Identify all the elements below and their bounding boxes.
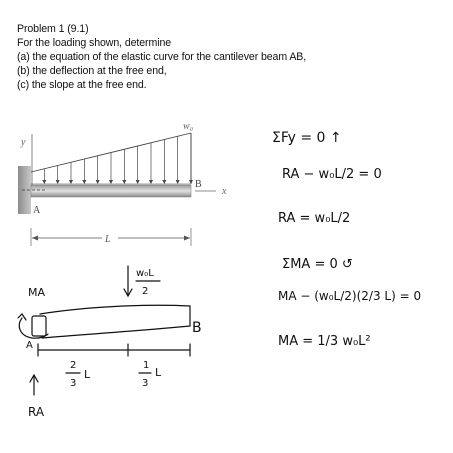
y-axis-label: y <box>21 137 26 148</box>
load-arrow-head <box>96 180 100 184</box>
load-arrow-head <box>42 180 46 184</box>
load-arrow-head <box>162 180 166 184</box>
load-label: w₀ <box>183 121 194 132</box>
problem-part-a: (a) the equation of the elastic curve for the cantilever beam AB, <box>17 51 307 63</box>
equation-3: RA = w₀L/2 <box>278 211 351 226</box>
load-arrow-head <box>69 180 73 184</box>
equation-1: ΣFy = 0 ↑ <box>272 130 342 146</box>
dist2-numerator: 1 <box>143 360 150 371</box>
resultant-load-denominator: 2 <box>142 286 149 297</box>
resultant-load-numerator: w₀L <box>136 268 154 279</box>
fbd-beam <box>40 305 190 338</box>
fbd-point-a-label: A <box>26 340 33 351</box>
moment-arrowhead <box>18 314 26 320</box>
load-arrow-head <box>189 180 193 184</box>
fbd-point-b-label: B <box>192 320 202 336</box>
dist1-numerator: 2 <box>70 360 77 371</box>
point-a-label: A <box>33 205 41 216</box>
load-arrows <box>42 133 193 184</box>
moment-label: MA <box>28 286 46 299</box>
equation-5: MA − (w₀L/2)(2/3 L) = 0 <box>278 289 422 303</box>
dist1-variable: L <box>84 368 91 381</box>
problem-part-b: (b) the deflection at the free end, <box>17 65 167 77</box>
reaction-label: RA <box>28 405 45 419</box>
equations <box>272 130 421 349</box>
dim-arrow-right <box>184 236 190 241</box>
problem-intro: For the loading shown, determine <box>17 37 172 49</box>
x-axis-label: x <box>222 186 227 197</box>
load-arrow-head <box>136 180 140 184</box>
free-body-diagram <box>18 266 202 419</box>
point-b-label: B <box>195 179 202 190</box>
load-arrow-head <box>176 180 180 184</box>
load-arrow-head <box>82 180 86 184</box>
fbd-wall-stub <box>32 316 46 336</box>
equation-4: ΣMA = 0 ↺ <box>282 257 353 272</box>
equation-2: RA − w₀L/2 = 0 <box>282 167 382 182</box>
load-arrow-head <box>122 180 126 184</box>
problem-title: Problem 1 (9.1) <box>17 23 89 35</box>
dist1-denominator: 3 <box>70 378 77 389</box>
load-arrow-head <box>149 180 153 184</box>
beam <box>31 185 191 197</box>
cantilever-figure <box>18 121 227 246</box>
length-label: L <box>105 234 111 245</box>
dim-arrow-left <box>32 236 38 241</box>
load-arrow-head <box>109 180 113 184</box>
dist2-denominator: 3 <box>142 378 149 389</box>
load-arrow-head <box>56 180 60 184</box>
moment-arc <box>19 318 48 338</box>
dist2-variable: L <box>155 366 162 379</box>
equation-6: MA = 1/3 w₀L² <box>278 334 371 349</box>
problem-part-c: (c) the slope at the free end. <box>17 79 147 91</box>
